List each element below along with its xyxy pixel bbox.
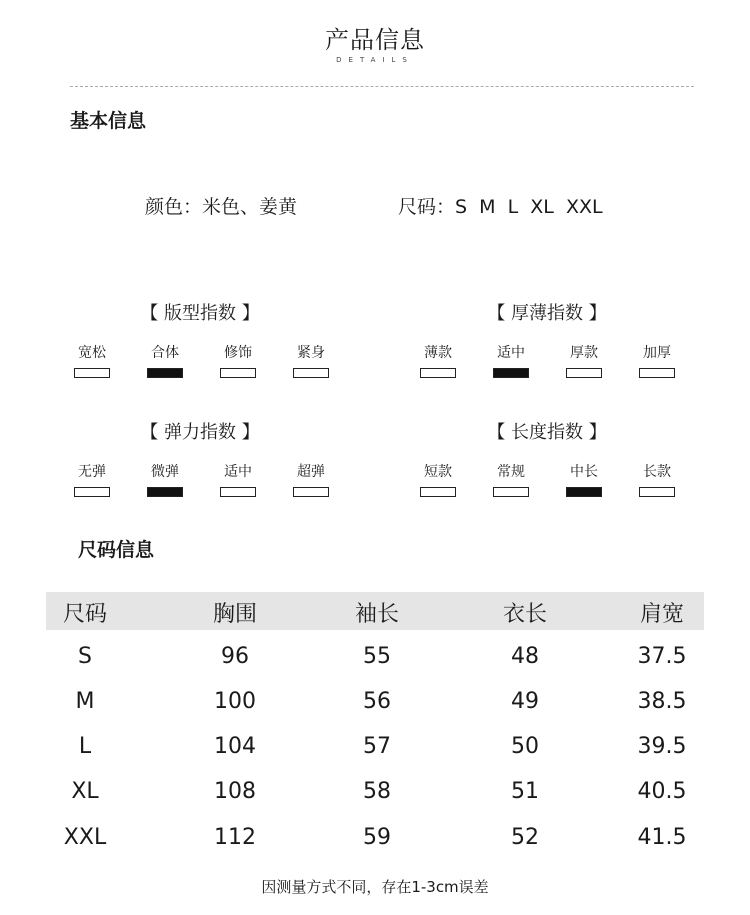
index-marker xyxy=(639,487,675,497)
table-cell: 51 xyxy=(511,779,539,804)
index-option: 无弹 xyxy=(62,462,122,497)
table-header-cell: 尺码 xyxy=(62,602,107,627)
size-info: 尺码：S M L XL XXL xyxy=(398,196,603,218)
color-info: 颜色：米色、姜黄 xyxy=(145,196,298,218)
table-cell: 48 xyxy=(511,644,539,669)
index-option: 合体 xyxy=(135,343,195,378)
index-title: 【 长度指数 】 xyxy=(487,422,607,443)
table-cell: 59 xyxy=(363,825,391,850)
index-marker xyxy=(74,368,110,378)
index-marker xyxy=(566,368,602,378)
table-cell: 55 xyxy=(363,644,391,669)
table-header-cell: 肩宽 xyxy=(639,602,684,627)
table-cell: 96 xyxy=(221,644,249,669)
index-option: 超弹 xyxy=(281,462,341,497)
table-cell: 41.5 xyxy=(637,825,687,850)
index-title: 【 版型指数 】 xyxy=(140,303,260,324)
index-option: 厚款 xyxy=(554,343,614,378)
index-option: 长款 xyxy=(627,462,687,497)
table-cell: 58 xyxy=(363,779,391,804)
table-cell: 56 xyxy=(363,689,391,714)
table-cell: 108 xyxy=(214,779,256,804)
index-option: 适中 xyxy=(481,343,541,378)
table-cell: 39.5 xyxy=(637,734,687,759)
basic-info-heading: 基本信息 xyxy=(70,110,147,132)
index-marker xyxy=(147,368,183,378)
table-header-cell: 袖长 xyxy=(354,602,399,627)
page-subtitle: DETAILS xyxy=(336,56,414,64)
index-marker xyxy=(293,487,329,497)
measurement-footnote: 因测量方式不同，存在1-3cm误差 xyxy=(261,878,489,896)
index-option: 常规 xyxy=(481,462,541,497)
index-option: 微弹 xyxy=(135,462,195,497)
table-cell: 57 xyxy=(363,734,391,759)
table-cell: XXL xyxy=(63,825,107,850)
table-cell: S xyxy=(78,644,92,669)
index-marker xyxy=(420,487,456,497)
index-marker xyxy=(639,368,675,378)
index-marker xyxy=(566,487,602,497)
table-cell: 104 xyxy=(214,734,256,759)
table-cell: 38.5 xyxy=(637,689,687,714)
index-option: 中长 xyxy=(554,462,614,497)
table-cell: 40.5 xyxy=(637,779,687,804)
table-cell: M xyxy=(75,689,95,714)
index-marker xyxy=(293,368,329,378)
index-option: 薄款 xyxy=(408,343,468,378)
table-cell: 37.5 xyxy=(637,644,687,669)
index-marker xyxy=(493,368,529,378)
table-header-cell: 胸围 xyxy=(212,602,257,627)
index-marker xyxy=(420,368,456,378)
index-title: 【 厚薄指数 】 xyxy=(487,303,607,324)
page-title: 产品信息 xyxy=(325,26,425,54)
dashed-divider xyxy=(70,86,694,87)
index-option: 适中 xyxy=(208,462,268,497)
table-cell: L xyxy=(78,734,92,759)
index-option: 加厚 xyxy=(627,343,687,378)
table-cell: 112 xyxy=(214,825,256,850)
index-option: 修饰 xyxy=(208,343,268,378)
table-cell: 100 xyxy=(214,689,256,714)
size-info-heading: 尺码信息 xyxy=(78,539,155,561)
index-marker xyxy=(493,487,529,497)
index-marker xyxy=(74,487,110,497)
table-cell: 50 xyxy=(511,734,539,759)
table-cell: 52 xyxy=(511,825,539,850)
table-cell: XL xyxy=(71,779,99,804)
index-marker xyxy=(147,487,183,497)
table-header-cell: 衣长 xyxy=(502,602,547,627)
index-marker xyxy=(220,487,256,497)
index-option: 短款 xyxy=(408,462,468,497)
index-option: 宽松 xyxy=(62,343,122,378)
table-cell: 49 xyxy=(511,689,539,714)
index-marker xyxy=(220,368,256,378)
index-title: 【 弹力指数 】 xyxy=(140,422,260,443)
index-option: 紧身 xyxy=(281,343,341,378)
